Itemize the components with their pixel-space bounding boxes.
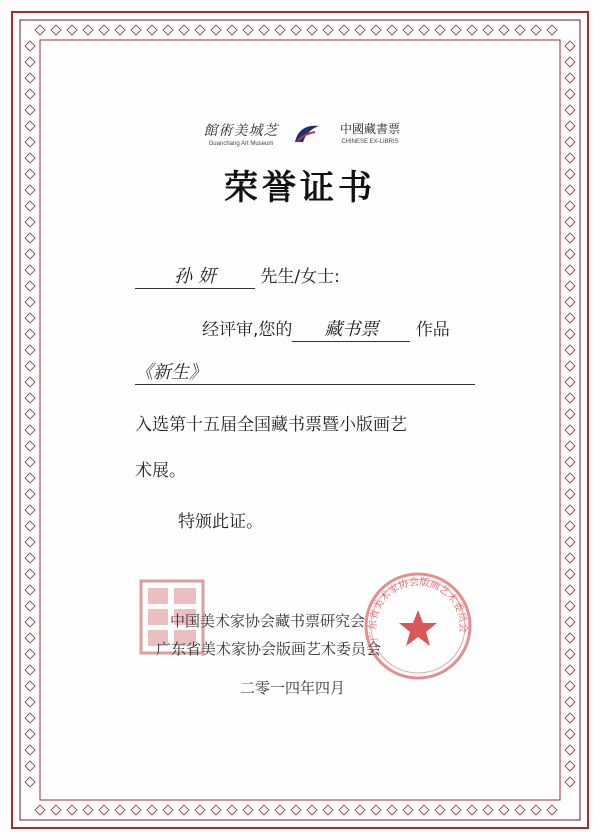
border-ornament bbox=[565, 729, 575, 739]
border-ornament bbox=[195, 805, 205, 815]
border-ornament bbox=[25, 121, 35, 131]
border-ornament bbox=[565, 441, 575, 451]
border-ornament bbox=[419, 805, 429, 815]
border-ornament bbox=[243, 805, 253, 815]
border-ornament bbox=[25, 729, 35, 739]
border-ornament bbox=[211, 805, 221, 815]
border-ornament bbox=[163, 805, 173, 815]
border-ornament bbox=[25, 249, 35, 259]
review-line bbox=[202, 315, 450, 342]
border-ornament bbox=[25, 521, 35, 531]
recipient-line bbox=[135, 262, 340, 289]
border-ornament bbox=[25, 537, 35, 547]
border-ornament bbox=[435, 25, 445, 35]
border-ornament bbox=[565, 361, 575, 371]
museum-logo-cn: 館術美城芝 bbox=[203, 123, 279, 139]
border-ornament bbox=[25, 313, 35, 323]
border-ornament bbox=[115, 25, 125, 35]
border-ornament bbox=[35, 25, 45, 35]
border-ornament bbox=[565, 313, 575, 323]
border-ornament bbox=[25, 681, 35, 691]
border-ornament bbox=[565, 777, 575, 787]
border-ornament bbox=[25, 553, 35, 563]
border-ornament bbox=[25, 617, 35, 627]
border-ornament bbox=[25, 137, 35, 147]
border-ornament bbox=[51, 25, 61, 35]
border-ornament bbox=[565, 281, 575, 291]
border-ornament bbox=[565, 713, 575, 723]
border-ornament bbox=[547, 805, 557, 815]
border-ornament bbox=[419, 25, 429, 35]
ex-libris-logo-cn: 中國藏書票 bbox=[339, 122, 400, 136]
border-ornament bbox=[339, 805, 349, 815]
border-ornament bbox=[565, 585, 575, 595]
border-ornament bbox=[323, 25, 333, 35]
border-ornament bbox=[25, 89, 35, 99]
border-ornament bbox=[565, 137, 575, 147]
right-seal-stamp bbox=[362, 570, 474, 682]
border-ornament bbox=[565, 105, 575, 115]
border-ornament bbox=[25, 761, 35, 771]
border-ornament bbox=[25, 569, 35, 579]
border-ornament bbox=[499, 805, 509, 815]
border-ornament bbox=[243, 25, 253, 35]
border-ornament bbox=[371, 805, 381, 815]
ex-libris-logo-en: CHINESE EX-LIBRIS bbox=[341, 139, 399, 145]
border-ornament bbox=[371, 25, 381, 35]
border-ornament bbox=[355, 25, 365, 35]
border-ornament bbox=[147, 805, 157, 815]
selection-text-line2: 术展。 bbox=[135, 461, 186, 481]
review-prefix: 经评审,您的 bbox=[202, 320, 293, 340]
border-ornament bbox=[451, 805, 461, 815]
border-ornament bbox=[35, 805, 45, 815]
issuer-org2: 广东省美术家协会版画艺术委员会 bbox=[156, 640, 382, 658]
border-ornament bbox=[467, 805, 477, 815]
border-ornament bbox=[131, 805, 141, 815]
border-ornament bbox=[307, 25, 317, 35]
border-ornament bbox=[565, 425, 575, 435]
border-ornament bbox=[51, 805, 61, 815]
border-ornament bbox=[531, 805, 541, 815]
border-ornament bbox=[25, 713, 35, 723]
selection-text-line1: 入选第十五届全国藏书票暨小版画艺 bbox=[135, 415, 407, 435]
border-ornament bbox=[565, 57, 575, 67]
border-ornament bbox=[531, 25, 541, 35]
border-ornament bbox=[25, 281, 35, 291]
border-ornament bbox=[25, 745, 35, 755]
border-ornament bbox=[67, 25, 77, 35]
certificate-title: 荣誉证书 bbox=[224, 168, 376, 208]
border-ornament bbox=[387, 25, 397, 35]
border-ornament bbox=[435, 805, 445, 815]
border-ornament bbox=[25, 489, 35, 499]
border-ornament bbox=[355, 805, 365, 815]
border-ornament bbox=[163, 25, 173, 35]
border-ornament bbox=[565, 681, 575, 691]
border-ornament bbox=[25, 377, 35, 387]
border-ornament bbox=[179, 25, 189, 35]
border-ornament bbox=[565, 265, 575, 275]
border-ornament bbox=[25, 73, 35, 83]
border-ornament bbox=[25, 105, 35, 115]
border-ornament bbox=[323, 805, 333, 815]
work-label: 作品 bbox=[415, 320, 450, 340]
ex-libris-logo bbox=[325, 120, 415, 156]
border-ornament bbox=[25, 393, 35, 403]
border-ornament bbox=[451, 25, 461, 35]
border-ornament bbox=[83, 25, 93, 35]
border-ornament bbox=[565, 761, 575, 771]
border-ornament bbox=[25, 41, 35, 51]
border-ornament bbox=[179, 805, 189, 815]
border-ornament bbox=[403, 25, 413, 35]
border-ornament bbox=[195, 25, 205, 35]
border-ornament bbox=[67, 805, 77, 815]
border-ornament bbox=[307, 805, 317, 815]
border-ornament bbox=[83, 805, 93, 815]
border-ornament bbox=[99, 805, 109, 815]
border-ornament bbox=[565, 505, 575, 515]
border-ornament bbox=[291, 25, 301, 35]
museum-logo bbox=[195, 120, 287, 156]
border-ornament bbox=[25, 585, 35, 595]
border-ornament bbox=[25, 425, 35, 435]
border-ornament bbox=[565, 601, 575, 611]
border-ornament bbox=[565, 473, 575, 483]
border-ornament bbox=[25, 697, 35, 707]
border-ornament bbox=[565, 553, 575, 563]
border-ornament bbox=[467, 25, 477, 35]
issue-date: 二零一四年四月 bbox=[240, 679, 346, 697]
border-ornament bbox=[25, 345, 35, 355]
border-ornament bbox=[515, 25, 525, 35]
work-title-line bbox=[135, 358, 475, 385]
border-ornament bbox=[565, 121, 575, 131]
border-ornament bbox=[387, 805, 397, 815]
border-ornament bbox=[565, 217, 575, 227]
border-ornament bbox=[25, 633, 35, 643]
border-ornament bbox=[147, 25, 157, 35]
border-ornament bbox=[483, 25, 493, 35]
header-logos bbox=[195, 120, 415, 156]
border-ornament bbox=[565, 537, 575, 547]
border-ornament bbox=[565, 249, 575, 259]
border-ornament bbox=[25, 457, 35, 467]
border-ornament bbox=[565, 633, 575, 643]
border-ornament bbox=[565, 665, 575, 675]
border-ornament bbox=[25, 665, 35, 675]
border-ornament bbox=[565, 745, 575, 755]
border-ornament bbox=[565, 73, 575, 83]
border-ornament bbox=[227, 805, 237, 815]
border-ornament bbox=[25, 217, 35, 227]
work-title: 《新生》 bbox=[135, 358, 475, 385]
border-ornament bbox=[227, 25, 237, 35]
border-ornament bbox=[25, 297, 35, 307]
border-ornament bbox=[25, 409, 35, 419]
border-ornament bbox=[565, 489, 575, 499]
recipient-name: 孙 妍 bbox=[135, 262, 255, 289]
border-ornament bbox=[99, 25, 109, 35]
border-ornament bbox=[339, 25, 349, 35]
border-ornament bbox=[25, 361, 35, 371]
border-ornament bbox=[565, 697, 575, 707]
border-ornament bbox=[25, 265, 35, 275]
border-ornament bbox=[25, 777, 35, 787]
border-ornament bbox=[291, 805, 301, 815]
border-ornament bbox=[211, 25, 221, 35]
border-ornament bbox=[25, 505, 35, 515]
salutation: 先生/女士: bbox=[260, 267, 340, 287]
border-ornament bbox=[25, 649, 35, 659]
issuer-org1: 中国美术家协会藏书票研究会 bbox=[170, 612, 366, 630]
museum-logo-en: Guanchang Art Museum bbox=[208, 141, 274, 147]
border-ornament bbox=[565, 521, 575, 531]
border-ornament bbox=[403, 805, 413, 815]
right-seal-text: 广东省美术家协会版画艺术委员会 bbox=[367, 576, 469, 642]
border-ornament bbox=[565, 345, 575, 355]
closing-text: 特颁此证。 bbox=[178, 512, 263, 532]
ex-libris-emblem-icon bbox=[293, 122, 321, 146]
border-ornament bbox=[275, 805, 285, 815]
border-ornament bbox=[565, 617, 575, 627]
border-ornament bbox=[565, 393, 575, 403]
border-ornament bbox=[565, 649, 575, 659]
border-ornament bbox=[275, 25, 285, 35]
border-ornament bbox=[565, 569, 575, 579]
border-ornament bbox=[565, 89, 575, 99]
border-ornament bbox=[25, 601, 35, 611]
border-ornament bbox=[565, 409, 575, 419]
border-ornament bbox=[25, 233, 35, 243]
border-ornament bbox=[25, 441, 35, 451]
border-ornament bbox=[565, 377, 575, 387]
border-ornament bbox=[515, 805, 525, 815]
border-ornament bbox=[565, 41, 575, 51]
work-category: 藏书票 bbox=[292, 315, 410, 342]
border-ornament bbox=[565, 233, 575, 243]
border-ornament bbox=[259, 25, 269, 35]
border-ornament bbox=[25, 57, 35, 67]
border-ornament bbox=[25, 473, 35, 483]
border-ornament bbox=[131, 25, 141, 35]
border-ornament bbox=[565, 297, 575, 307]
border-ornament bbox=[565, 329, 575, 339]
border-ornament bbox=[115, 805, 125, 815]
border-ornament bbox=[25, 329, 35, 339]
border-ornament bbox=[483, 805, 493, 815]
border-ornament bbox=[259, 805, 269, 815]
border-ornament bbox=[547, 25, 557, 35]
border-ornament bbox=[499, 25, 509, 35]
border-ornament bbox=[565, 457, 575, 467]
